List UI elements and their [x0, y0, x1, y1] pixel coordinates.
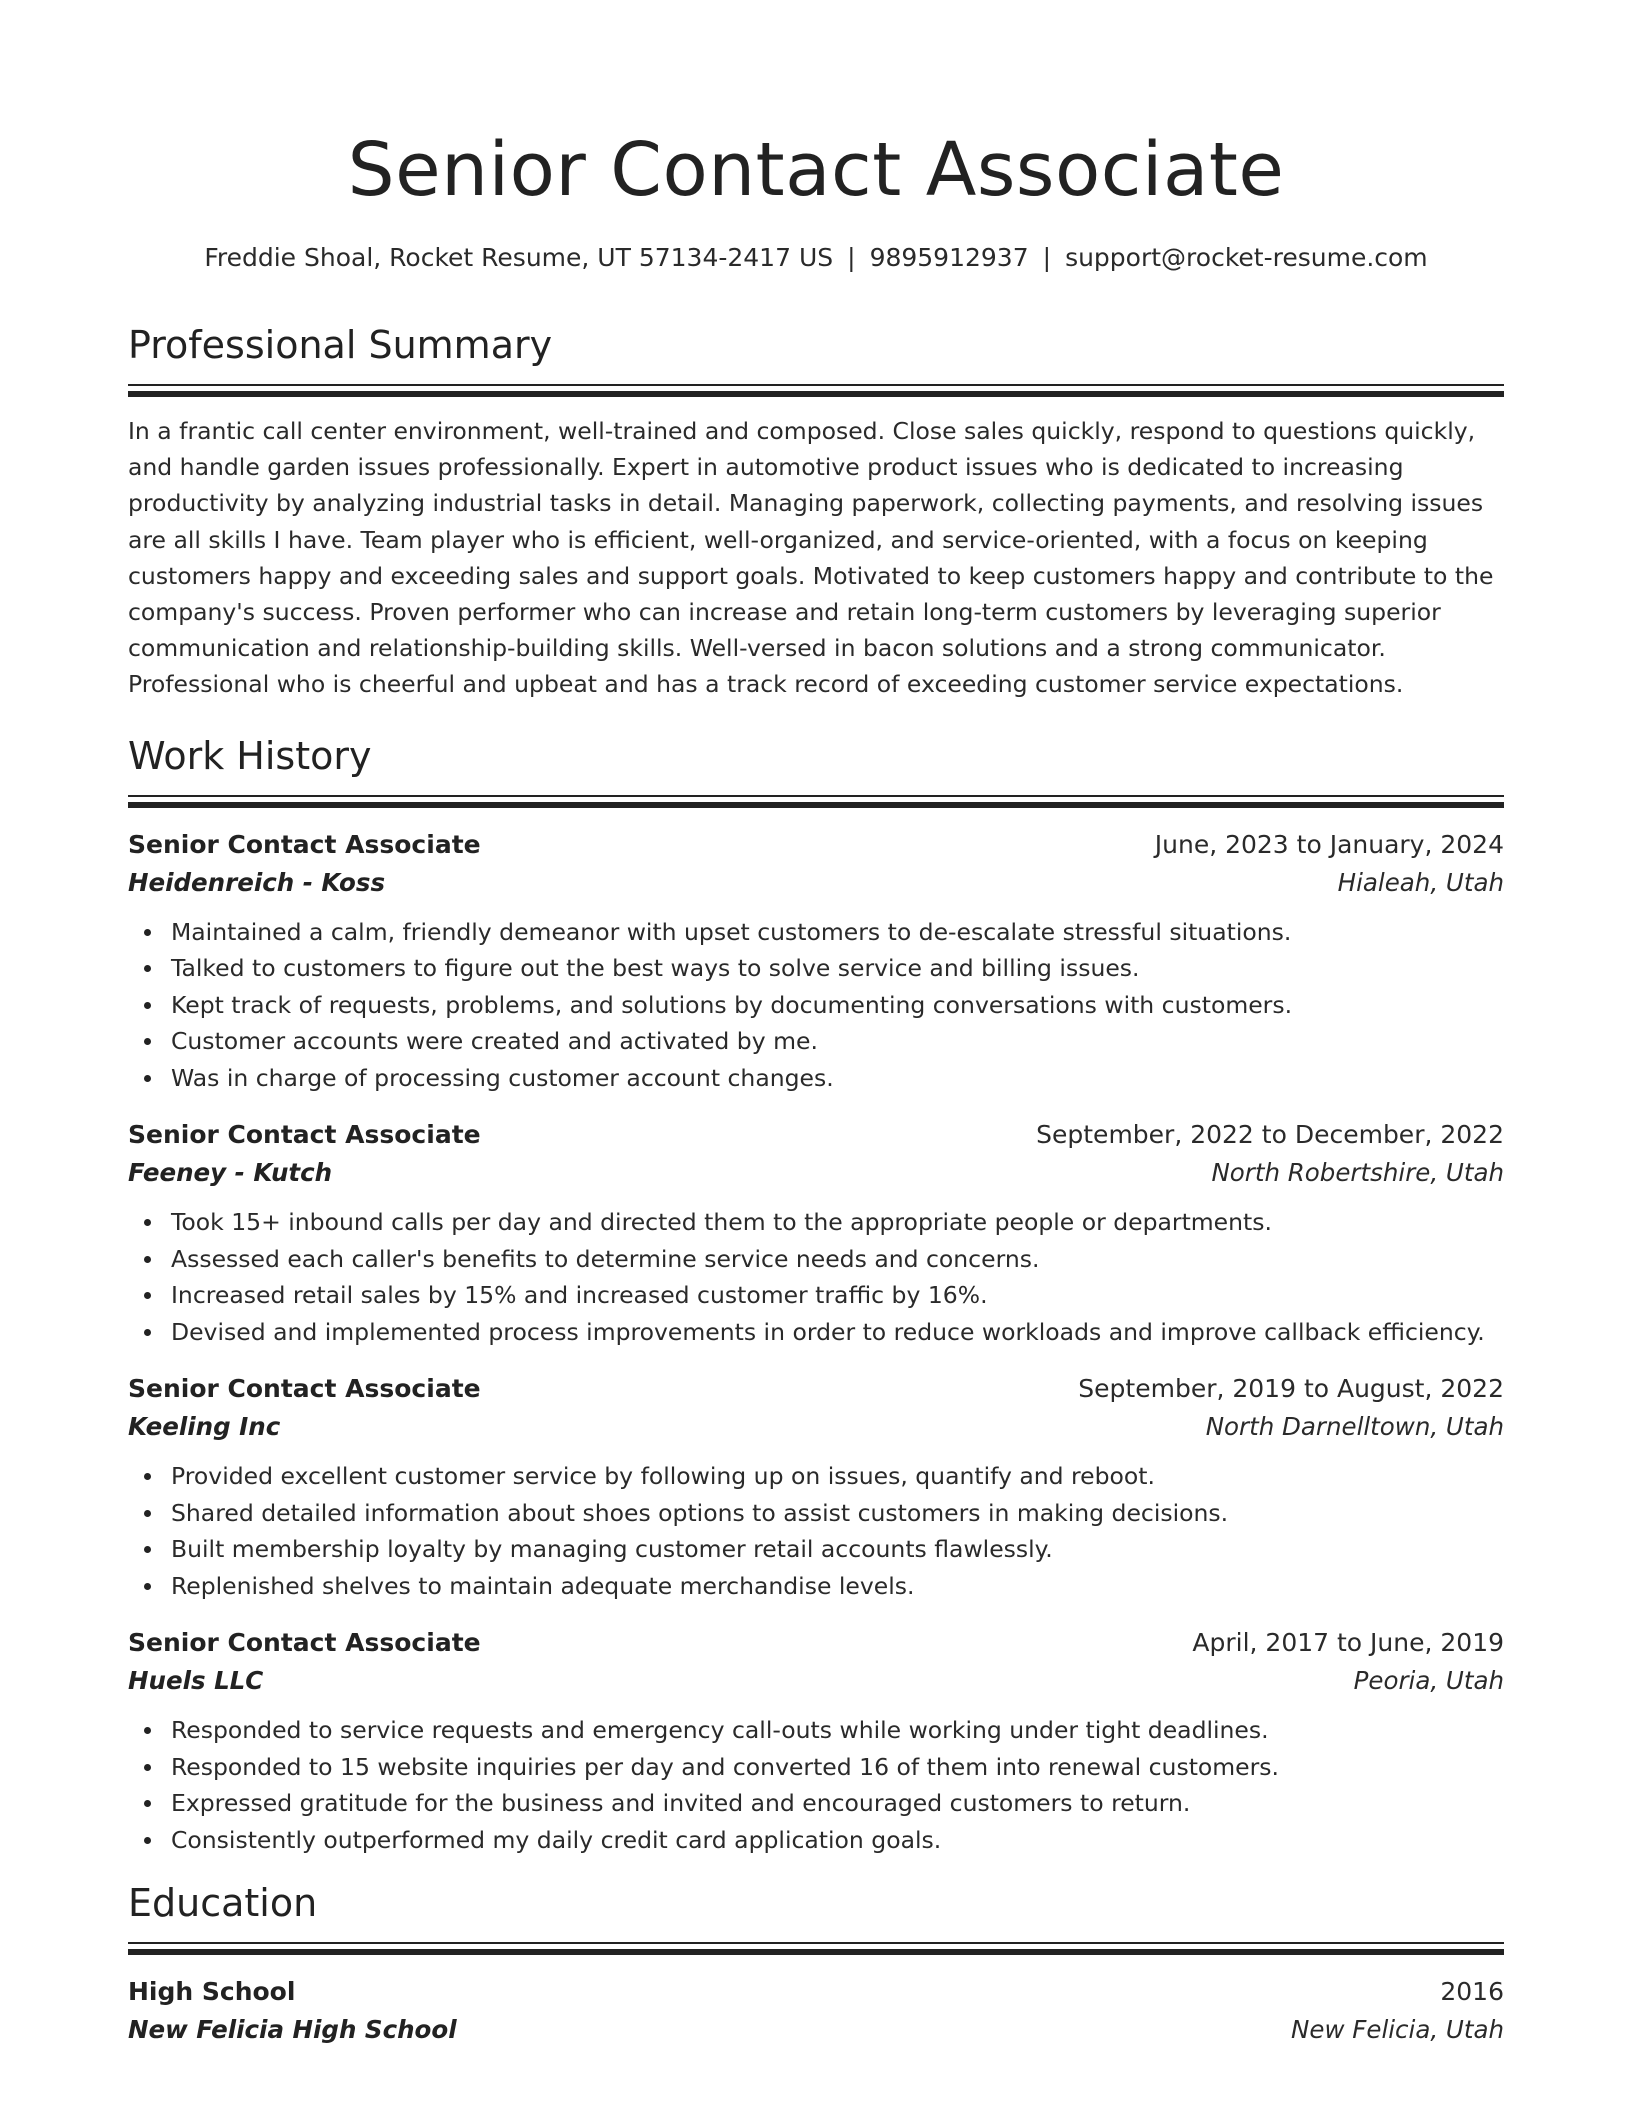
- job-bullet: Replenished shelves to maintain adequate merchandise levels.: [171, 1568, 1504, 1605]
- section-divider: [128, 384, 1504, 397]
- job-bullet: Customer accounts were created and activated by me.: [171, 1023, 1504, 1060]
- job-bullet: Was in charge of processing customer account changes.: [171, 1060, 1504, 1097]
- job-title: Senior Contact Associate: [128, 829, 481, 859]
- contact-line: [128, 240, 1504, 276]
- job-bullet: Responded to service requests and emergency call-outs while working under tight deadlines.: [171, 1712, 1504, 1749]
- job-dates: June, 2023 to January, 2024: [1154, 829, 1504, 859]
- job-bullet: Talked to customers to figure out the best ways to solve service and billing issues.: [171, 950, 1504, 987]
- job-bullet: Shared detailed information about shoes options to assist customers in making decisions.: [171, 1495, 1504, 1532]
- job-bullets: [128, 1712, 1504, 1858]
- job-entry: [128, 1116, 1504, 1350]
- job-bullet: Took 15+ inbound calls per day and directed them to the appropriate people or departments.: [171, 1204, 1504, 1241]
- contact-address: Freddie Shoal, Rocket Resume, UT 57134-2417 US: [204, 243, 834, 272]
- education-heading: Education: [128, 1881, 318, 1926]
- education-degree: High School: [128, 1977, 296, 2007]
- section-divider: [128, 1942, 1504, 1955]
- job-list: [128, 826, 1504, 1859]
- job-bullet: Expressed gratitude for the business and invited and encouraged customers to return.: [171, 1785, 1504, 1822]
- contact-phone: 9895912937: [869, 243, 1029, 272]
- job-bullets: [128, 1204, 1504, 1350]
- summary-text: In a frantic call center environment, well-trained and composed. Close sales quickly, respond to questions quickly, and handle garden issues professionally. Expert in automotive product issues who is dedicated to increasing productivity by analyzing industrial tasks in detail. Managing paperwork, collecting payments, and resolving issues are all skills I have. Team player who is efficient, well-organized, and service-oriented, with a focus on keeping customers happy and exceeding sales and support goals. Motivated to keep customers happy and contribute to the company's success. Proven performer who can increase and retain long-term customers by leveraging superior communication and relationship-building skills. Well-versed in bacon solutions and a strong communicator. Professional who is cheerful and upbeat and has a track record of exceeding customer service expectations.: [128, 417, 1494, 699]
- job-bullet: Consistently outperformed my daily credit card application goals.: [171, 1822, 1504, 1859]
- job-entry: [128, 1370, 1504, 1604]
- job-title: Senior Contact Associate: [128, 1628, 481, 1658]
- job-bullet: Increased retail sales by 15% and increased customer traffic by 16%.: [171, 1277, 1504, 1314]
- job-entry: [128, 826, 1504, 1097]
- contact-email: support@rocket-resume.com: [1065, 243, 1428, 272]
- job-bullet: Assessed each caller's benefits to determine service needs and concerns.: [171, 1241, 1504, 1278]
- section-divider: [128, 795, 1504, 808]
- job-bullet: Maintained a calm, friendly demeanor with upset customers to de-escalate stressful situations.: [171, 914, 1504, 951]
- education-entry: [128, 1973, 1504, 2049]
- job-company: Heidenreich - Koss: [128, 867, 386, 897]
- summary-heading: Professional Summary: [128, 323, 553, 367]
- job-bullet: Provided excellent customer service by following up on issues, quantify and reboot.: [171, 1458, 1504, 1495]
- job-dates: September, 2019 to August, 2022: [1078, 1374, 1504, 1404]
- education-school: New Felicia High School: [128, 2015, 457, 2045]
- job-bullets: [128, 914, 1504, 1097]
- job-location: Peoria, Utah: [1353, 1666, 1504, 1696]
- education-location: New Felicia, Utah: [1291, 2015, 1504, 2045]
- job-company: Feeney - Kutch: [128, 1158, 333, 1188]
- job-title: Senior Contact Associate: [128, 1374, 481, 1404]
- contact-separator: |: [847, 243, 856, 272]
- job-title: Senior Contact Associate: [128, 1120, 481, 1150]
- job-bullet: Kept track of requests, problems, and solutions by documenting conversations with customers.: [171, 987, 1504, 1024]
- job-bullet: Responded to 15 website inquiries per day and converted 16 of them into renewal customers.: [171, 1749, 1504, 1786]
- page-title: Senior Contact Associate: [347, 127, 1285, 213]
- job-company: Huels LLC: [128, 1666, 264, 1696]
- job-bullets: [128, 1458, 1504, 1604]
- work-history-heading: Work History: [128, 733, 372, 778]
- job-location: North Darnelltown, Utah: [1205, 1412, 1504, 1442]
- job-company: Keeling Inc: [128, 1412, 281, 1442]
- job-dates: April, 2017 to June, 2019: [1192, 1628, 1504, 1658]
- job-location: Hialeah, Utah: [1337, 867, 1504, 897]
- job-bullet: Built membership loyalty by managing customer retail accounts flawlessly.: [171, 1531, 1504, 1568]
- job-dates: September, 2022 to December, 2022: [1036, 1120, 1504, 1150]
- work-history-section: [128, 731, 1504, 1859]
- summary-section: [128, 320, 1504, 703]
- education-section: [128, 1878, 1504, 2049]
- job-bullet: Devised and implemented process improvements in order to reduce workloads and improve callback efficiency.: [171, 1314, 1504, 1351]
- job-entry: [128, 1624, 1504, 1858]
- education-year: 2016: [1440, 1977, 1504, 2007]
- job-location: North Robertshire, Utah: [1211, 1158, 1504, 1188]
- contact-separator: |: [1042, 243, 1052, 272]
